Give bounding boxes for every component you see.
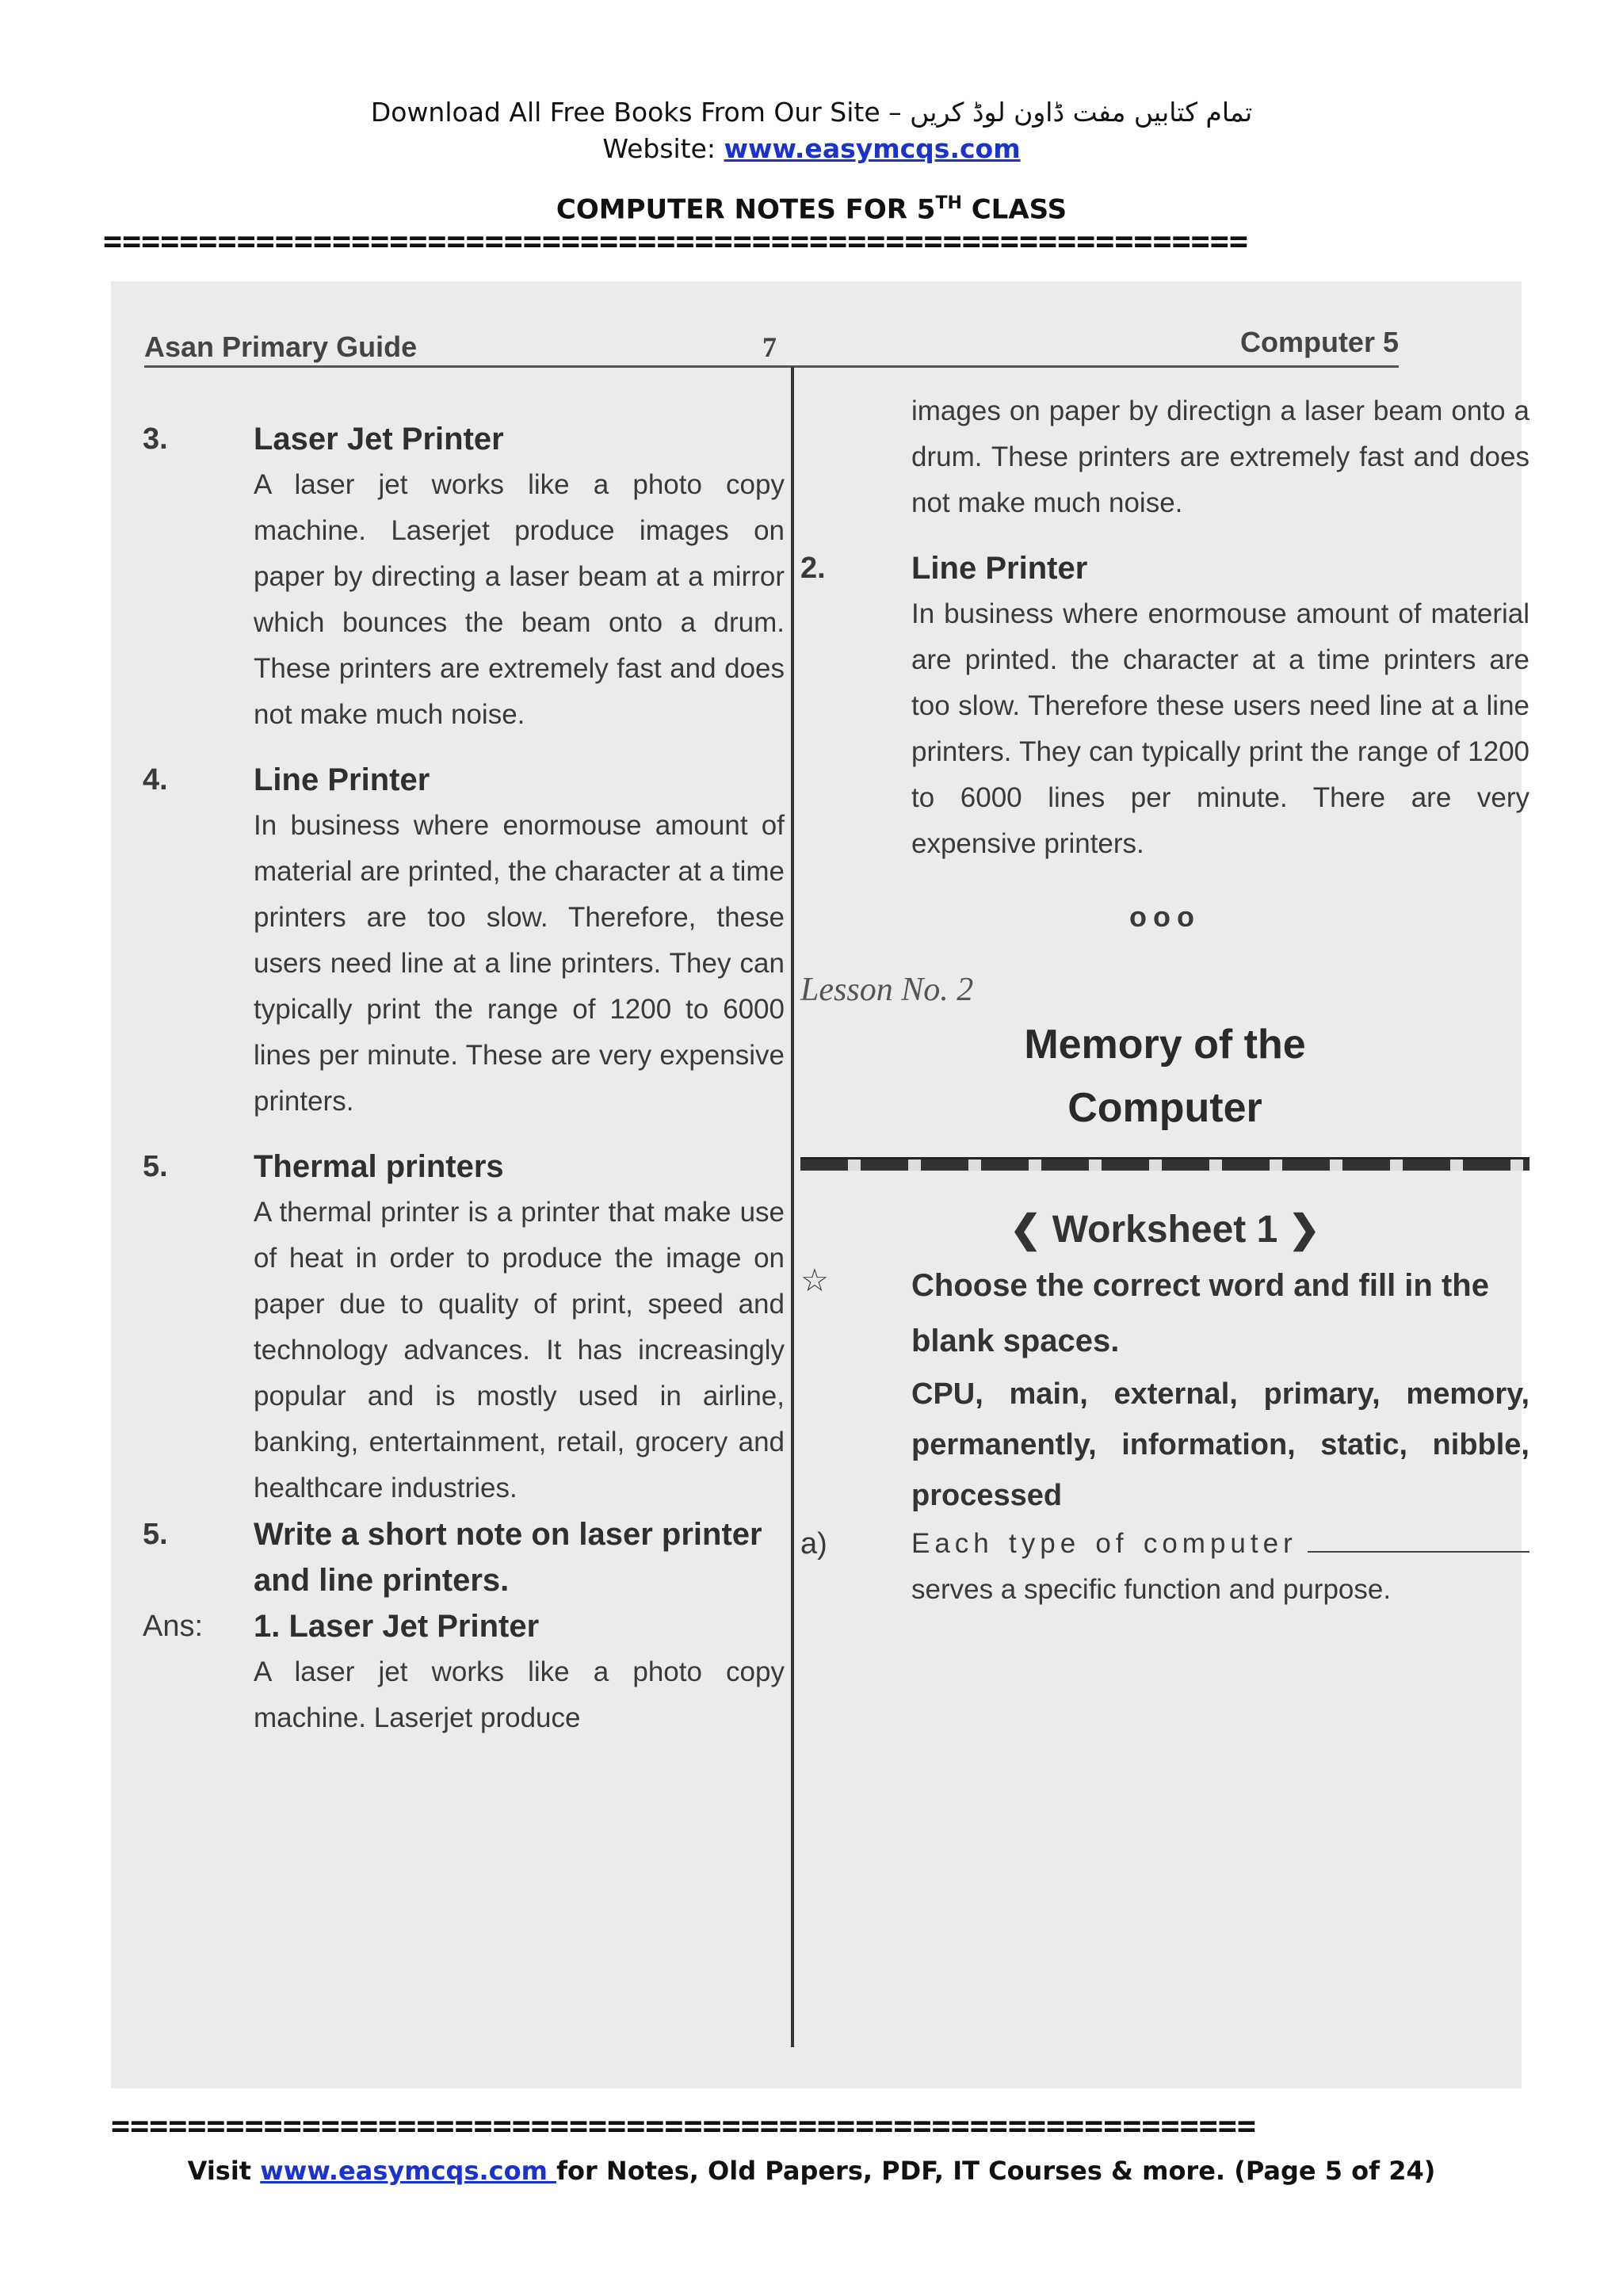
book-page-number: 7 [762, 331, 777, 363]
website-label: Website: [602, 133, 716, 164]
item-number: 5. [143, 1518, 168, 1551]
footer-visit: Visit [187, 2156, 261, 2186]
lesson-number: Lesson No. 2 [800, 972, 974, 1008]
item-heading: Thermal printers [254, 1149, 504, 1184]
item-heading: Write a short note on laser printer and line printers. [254, 1517, 762, 1598]
footer-link[interactable]: www.easymcqs.com [260, 2156, 557, 2186]
item-number: 2. [800, 552, 826, 585]
item-text: In business where enormouse amount of material are printed. the character at a time printers are too slow. Therefore these users need line at a line printers. They can typically print the range of 1200 to 6000 lines per minute. There are very expensive printers. [911, 598, 1529, 859]
instruction-text: Choose the correct word and fill in the blank spaces. [911, 1268, 1489, 1358]
section-line-printer-2 [800, 545, 1529, 867]
scanned-page [111, 281, 1529, 2088]
book-subject: Computer 5 [1239, 326, 1399, 358]
page-title [0, 193, 1623, 225]
item-number: 4. [143, 763, 168, 797]
book-title: Asan Primary Guide [144, 330, 418, 363]
question-a [800, 1521, 1529, 1613]
section-separator: ooo [1129, 900, 1201, 933]
title-sup: TH [935, 193, 962, 213]
item-number: 5. [143, 1150, 168, 1183]
footer-text: for Notes, Old Papers, PDF, IT Courses & more. (Page 5 of 24) [556, 2156, 1436, 2186]
item-text: A thermal printer is a printer that make use of heat in order to produce the image on paper due to quality of print, speed and technology advances. It has increasingly popular and is mostly used in airline, banking, entertainment, retail, grocery and healthcare industries. [254, 1197, 785, 1503]
item-text: A laser jet works like a photo copy machine. Laserjet produce [254, 1656, 785, 1733]
lesson-title-line1: Memory of the [1024, 1022, 1306, 1068]
question-label: a) [800, 1527, 827, 1561]
section-line-printer [143, 757, 785, 1125]
decorative-band [800, 1157, 1529, 1171]
bottom-rule: ============================================================ [111, 2108, 1256, 2145]
answer-blank [1308, 1527, 1529, 1553]
item-heading: Laser Jet Printer [254, 422, 504, 457]
item-number: 3. [143, 422, 168, 456]
download-banner: Download All Free Books From Our Site – تمام کتابیں مفت ڈاون لوڈ کریں [370, 97, 1253, 128]
worksheet-label: Worksheet 1 [1052, 1209, 1278, 1251]
star-icon: ☆ [800, 1263, 829, 1298]
continued-text: images on paper by directign a laser beam onto a drum. These printers are extremely fast and does not make much noise. [911, 395, 1529, 518]
footer [0, 2156, 1623, 2186]
worksheet-heading [800, 1202, 1529, 1258]
item-heading: 1. Laser Jet Printer [254, 1609, 540, 1644]
title-main: COMPUTER NOTES FOR 5 [556, 193, 936, 226]
title-tail: CLASS [961, 193, 1067, 226]
website-link[interactable]: www.easymcqs.com [724, 133, 1021, 164]
section-laser-printer [143, 416, 785, 738]
question-text [911, 1521, 1529, 1613]
word-bank: CPU, main, external, primary, memory, permanently, information, static, nibble, processed [911, 1377, 1529, 1512]
right-column [800, 388, 1529, 1613]
top-rule: ============================================================ [103, 223, 1248, 260]
item-heading: Line Printer [911, 551, 1088, 586]
book-page-header [144, 326, 1399, 368]
right-bracket-icon: ❯ [1277, 1209, 1320, 1251]
item-text: In business where enormouse amount of material are printed, the character at a time printers are too slow. Therefore, these users need line at a line printers. They can typically print the range of 1200 to 6000 lines per minute. These are very expensive printers. [254, 810, 785, 1117]
item-text: A laser jet works like a photo copy machine. Laserjet produce images on paper by directing a laser beam at a mirror which bounces the beam onto a drum. These printers are extremely fast and does not make much noise. [254, 469, 785, 730]
worksheet-instruction [800, 1258, 1529, 1369]
item-heading: Line Printer [254, 762, 430, 797]
answer-laser-printer [143, 1603, 785, 1741]
question-start: Each type of computer [911, 1528, 1297, 1559]
question-end: serves a specific function and purpose. [911, 1574, 1392, 1605]
left-bracket-icon: ❮ [1010, 1209, 1052, 1251]
website-line [0, 133, 1623, 164]
answer-label: Ans: [143, 1610, 204, 1643]
lesson-title-line2: Computer [1067, 1085, 1262, 1131]
column-divider [791, 367, 794, 2047]
question-short-note [143, 1511, 785, 1603]
section-thermal-printer [143, 1144, 785, 1511]
left-column [143, 416, 785, 1741]
